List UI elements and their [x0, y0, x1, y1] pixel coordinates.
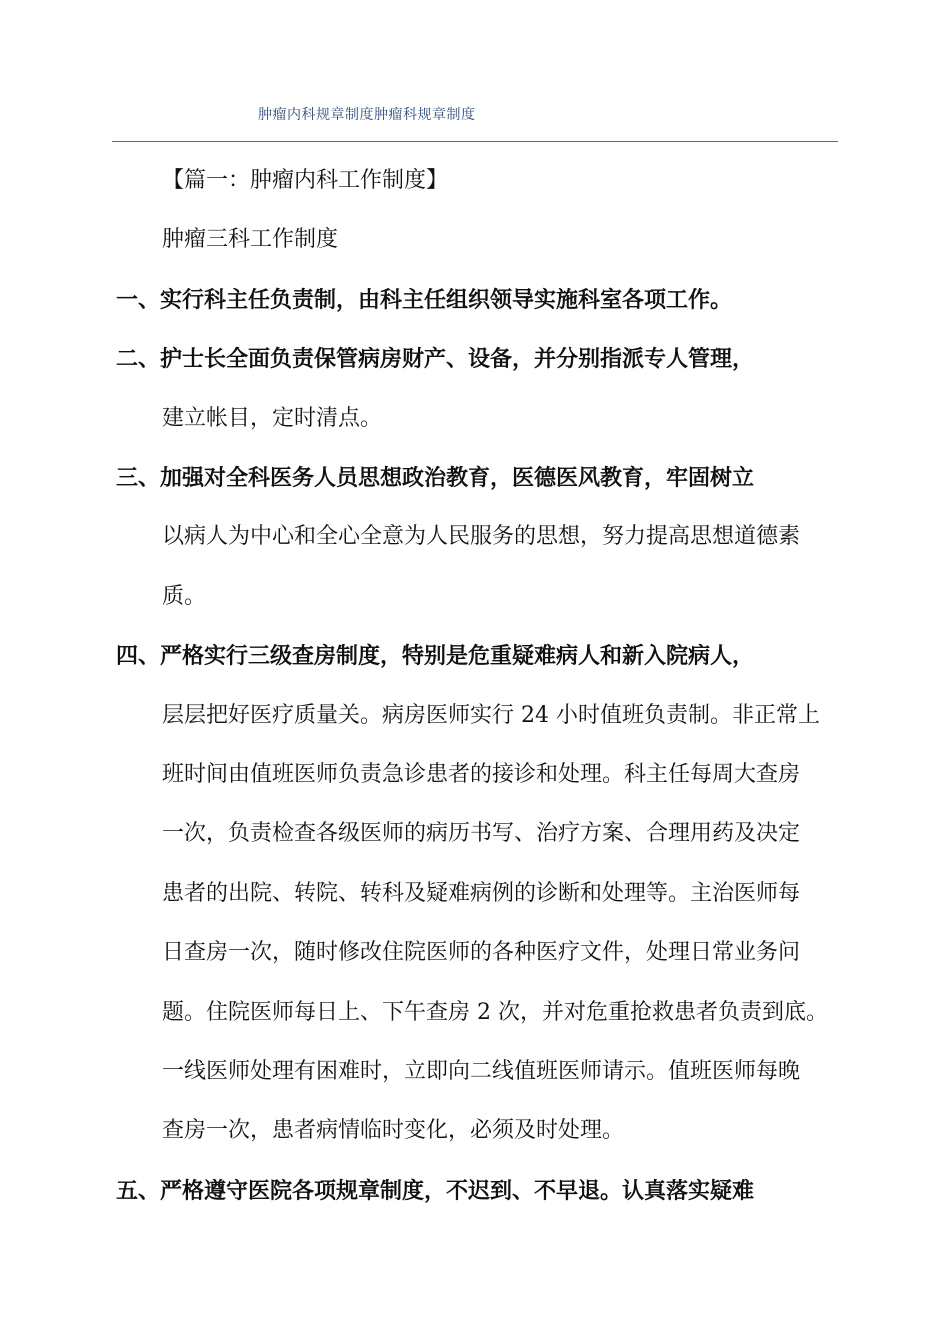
paragraph-line-8: 层层把好医疗质量关。病房医师实行 24 小时值班负责制。非正常上: [162, 703, 820, 728]
paragraph-line-4: 三、加强对全科医务人员思想政治教育，医德医风教育，牢固树立: [116, 465, 755, 491]
paragraph-line-6: 质。: [162, 584, 207, 609]
paragraph-line-14: 一线医师处理有困难时，立即向二线值班医师请示。值班医师每晚: [162, 1059, 801, 1084]
paragraph-line-9: 班时间由值班医师负责急诊患者的接诊和处理。科主任每周大查房: [162, 762, 801, 787]
paragraph-line-10: 一次，负责检查各级医师的病历书写、治疗方案、合理用药及决定: [162, 821, 801, 846]
paragraph-line-3: 建立帐目，定时清点。: [162, 406, 383, 431]
paragraph-line-15: 查房一次，患者病情临时变化，必须及时处理。: [162, 1118, 625, 1143]
paragraph-line-16: 五、严格遵守医院各项规章制度，不迟到、不早退。认真落实疑难: [116, 1178, 755, 1204]
document-subtitle: 肿瘤三科工作制度: [162, 227, 339, 252]
paragraph-line-13: 题。住院医师每日上、下午查房 2 次，并对危重抢救患者负责到底。: [162, 1000, 828, 1025]
paragraph-line-5: 以病人为中心和全心全意为人民服务的思想，努力提高思想道德素: [162, 524, 801, 549]
header-rule: [112, 141, 838, 142]
paragraph-line-1: 一、实行科主任负责制，由科主任组织领导实施科室各项工作。: [116, 287, 733, 313]
section-heading: 【篇一：肿瘤内科工作制度】: [162, 168, 449, 193]
paragraph-line-7: 四、严格实行三级查房制度，特别是危重疑难病人和新入院病人，: [116, 643, 755, 669]
paragraph-line-12: 日查房一次，随时修改住院医师的各种医疗文件，处理日常业务问: [162, 940, 801, 965]
paragraph-line-11: 患者的出院、转院、转科及疑难病例的诊断和处理等。主治医师每: [162, 881, 801, 906]
header-title: 肿瘤内科规章制度肿瘤科规章制度: [258, 107, 476, 123]
paragraph-line-2: 二、护士长全面负责保管病房财产、设备，并分别指派专人管理，: [116, 346, 755, 372]
